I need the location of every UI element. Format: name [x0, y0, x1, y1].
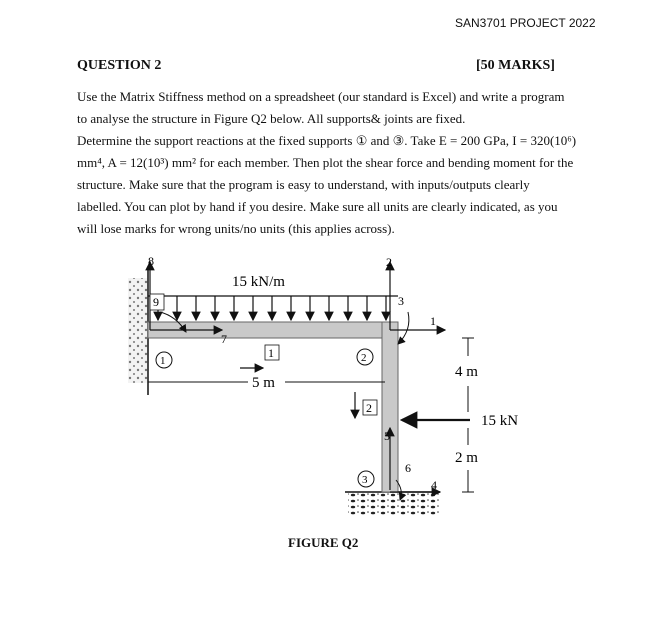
question-marks: [50 MARKS]: [476, 58, 555, 73]
member-1-label: 1: [268, 346, 274, 360]
node-1-label: 1: [160, 355, 166, 367]
point-load-label: 15 kN: [481, 413, 519, 429]
question-paragraph-1: Use the Matrix Stiffness method on a spreadsheet (our standard is Excel) and write a program to analyse the structure in Figure Q2 below. All supports& joints are fixed.: [77, 89, 565, 126]
udl-label: 15 kN/m: [232, 274, 285, 290]
question-paragraph-2: Determine the support reactions at the fixed supports ① and ③. Take E = 200 GPa, I = 320(10⁶) mm⁴, A = 12(10³) mm² for each member. Then plot the shear force and bending moment for the structure. Make sure that the program is easy to understand, with inputs/outputs clearly labelled. You can plot by hand if you desire. Make sure all units are clearly indicated, as you will lose marks for wrong units/no units (this applies across).: [77, 133, 577, 236]
dof-1-label: 1: [430, 314, 436, 328]
figure-caption: FIGURE Q2: [288, 535, 359, 550]
ground-support: [348, 493, 440, 517]
dof-8-label: 8: [148, 254, 154, 268]
dof-5-label: 5: [384, 429, 390, 443]
dof-7-label: 7: [221, 332, 227, 346]
dim-upper-label: 4 m: [455, 364, 478, 380]
dof-3-label: 3: [398, 294, 404, 308]
dof-9-label: 9: [153, 295, 159, 309]
dof-2-label: 2: [386, 255, 392, 269]
node-3-label: 3: [362, 474, 368, 486]
member-2-label: 2: [366, 401, 372, 415]
node-2-label: 2: [361, 352, 367, 364]
udl-arrows: [158, 296, 386, 320]
project-code: SAN3701 PROJECT 2022: [455, 16, 596, 30]
dof-3-arc: [398, 312, 409, 344]
dof-6-label: 6: [405, 461, 411, 475]
span-label: 5 m: [252, 375, 275, 391]
dim-lower-label: 2 m: [455, 450, 478, 466]
dof-4-label: 4: [431, 478, 437, 492]
question-title: QUESTION 2: [77, 58, 162, 73]
left-wall-support: [128, 278, 148, 383]
